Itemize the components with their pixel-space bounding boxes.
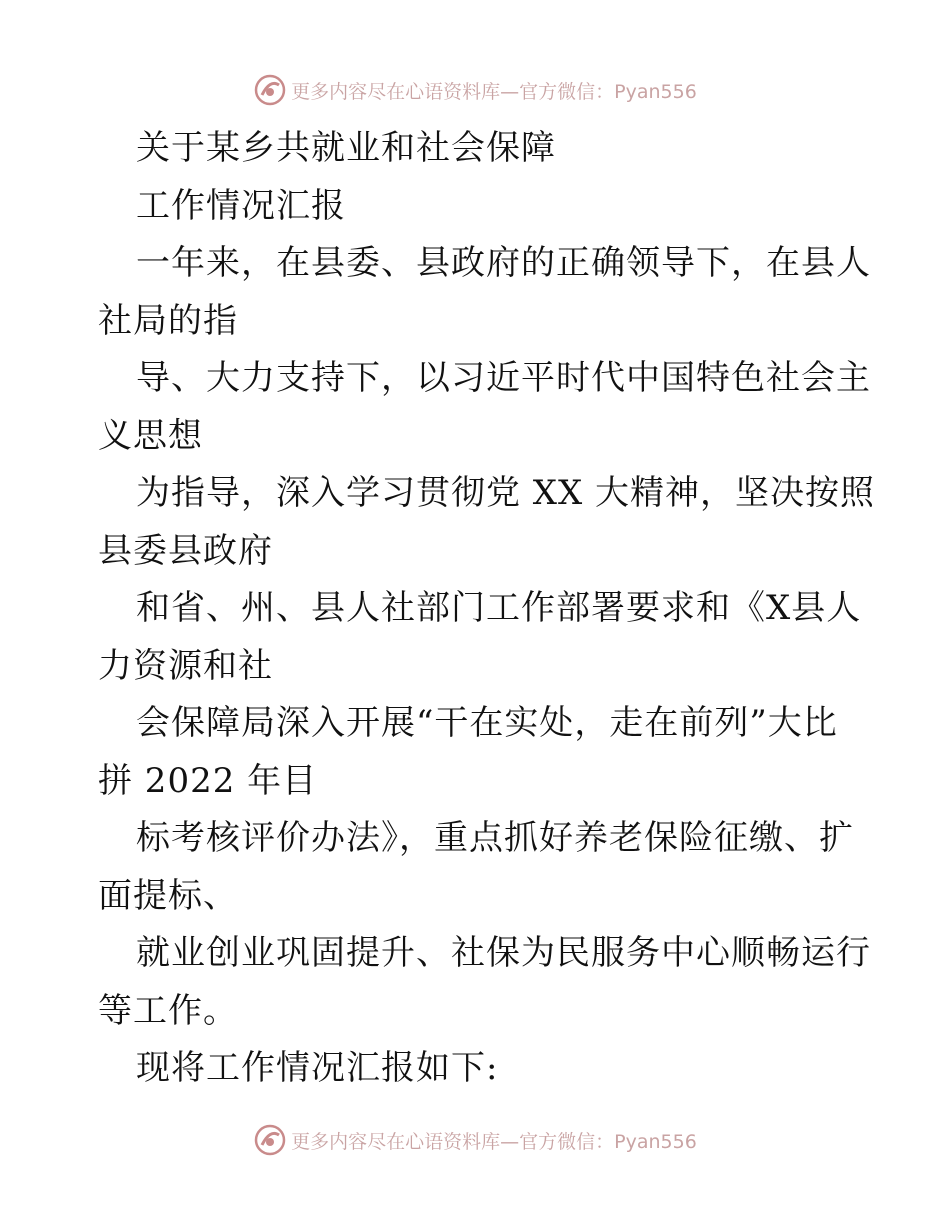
paragraph-line: 现将工作情况汇报如下: [136, 1048, 499, 1088]
paragraph-line: 导、大力支持下，以习近平时代中国特色社会主 [136, 358, 871, 398]
document-title-line: 关于某乡共就业和社会保障 [136, 128, 556, 168]
watermark-text: 更多内容尽在心语资料库—官方微信：Pyan556 [291, 1130, 697, 1153]
paragraph-line: 拼 2022 年目 [98, 760, 318, 801]
paragraph-line: 县委县政府 [98, 530, 273, 571]
watermark-banner-top [0, 70, 950, 110]
watermark-text: 更多内容尽在心语资料库—官方微信：Pyan556 [291, 80, 697, 103]
paragraph-line: 义思想 [98, 415, 203, 456]
paragraph-line: 一年来，在县委、县政府的正确领导下，在县人 [136, 243, 871, 283]
seal-logo-icon [253, 73, 287, 107]
paragraph-line: 社局的指 [98, 300, 238, 341]
paragraph-line: 就业创业巩固提升、社保为民服务中心顺畅运行 [136, 933, 871, 973]
document-title-line: 工作情况汇报 [136, 185, 346, 226]
paragraph-line: 力资源和社 [98, 645, 273, 686]
document-body [98, 120, 876, 1098]
seal-logo-icon [253, 1123, 287, 1157]
paragraph-line: 和省、州、县人社部门工作部署要求和《X县人 [136, 588, 862, 628]
paragraph-line: 会保障局深入开展“干在实处，走在前列”大比 [136, 703, 838, 743]
paragraph-line: 等工作。 [98, 990, 238, 1031]
watermark-banner-bottom [0, 1120, 950, 1160]
paragraph-line: 标考核评价办法》，重点抓好养老保险征缴、扩 [136, 818, 854, 858]
paragraph-line: 为指导，深入学习贯彻党 XX 大精神，坚决按照 [136, 473, 876, 513]
paragraph-line: 面提标、 [98, 875, 238, 916]
